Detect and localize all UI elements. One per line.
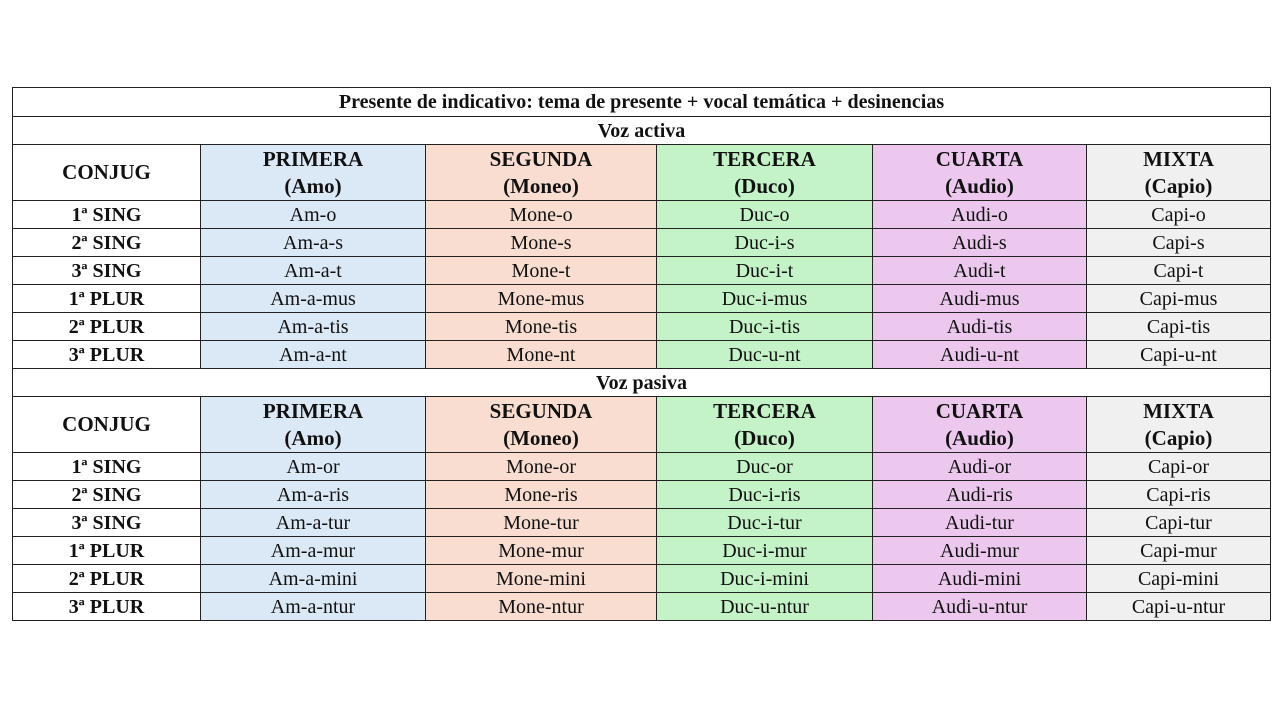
header-row-activa: [13, 145, 1271, 201]
header-primera: [201, 145, 426, 201]
row-label: 1ª SING: [13, 453, 201, 481]
row-label: 2ª SING: [13, 229, 201, 257]
header-name: CUARTA: [935, 146, 1024, 171]
table-row: [13, 537, 1271, 565]
table-row: [13, 257, 1271, 285]
cell-segunda: Mone-ntur: [426, 593, 657, 621]
row-label: 2ª PLUR: [13, 565, 201, 593]
cell-mixta: Capi-tur: [1087, 509, 1271, 537]
title-row: [13, 88, 1271, 117]
table-row: [13, 201, 1271, 229]
table-row: [13, 341, 1271, 369]
header-verb: (Duco): [734, 173, 795, 198]
header-name: MIXTA: [1143, 398, 1214, 423]
cell-primera: Am-a-nt: [201, 341, 426, 369]
cell-cuarta: Audi-t: [873, 257, 1087, 285]
conjugation-table: [12, 87, 1271, 621]
cell-tercera: Duc-i-tis: [657, 313, 873, 341]
cell-tercera: Duc-i-mini: [657, 565, 873, 593]
cell-mixta: Capi-mur: [1087, 537, 1271, 565]
cell-tercera: Duc-o: [657, 201, 873, 229]
cell-cuarta: Audi-mur: [873, 537, 1087, 565]
header-name: PRIMERA: [262, 398, 364, 423]
cell-cuarta: Audi-tur: [873, 509, 1087, 537]
cell-tercera: Duc-i-mur: [657, 537, 873, 565]
cell-tercera: Duc-i-t: [657, 257, 873, 285]
cell-segunda: Mone-s: [426, 229, 657, 257]
cell-primera: Am-a-mus: [201, 285, 426, 313]
cell-segunda: Mone-mini: [426, 565, 657, 593]
cell-cuarta: Audi-ris: [873, 481, 1087, 509]
table-title: Presente de indicativo: tema de presente + vocal temática + desinencias: [13, 88, 1271, 117]
header-name: SEGUNDA: [489, 146, 593, 171]
header-verb: (Duco): [734, 425, 795, 450]
cell-primera: Am-a-mur: [201, 537, 426, 565]
row-label: 1ª PLUR: [13, 285, 201, 313]
header-name: CUARTA: [935, 398, 1024, 423]
cell-segunda: Mone-ris: [426, 481, 657, 509]
table-row: [13, 565, 1271, 593]
cell-segunda: Mone-tis: [426, 313, 657, 341]
table-row: [13, 313, 1271, 341]
cell-primera: Am-a-tur: [201, 509, 426, 537]
header-verb: (Audio): [945, 425, 1014, 450]
header-tercera: [657, 397, 873, 453]
cell-segunda: Mone-o: [426, 201, 657, 229]
cell-segunda: Mone-mur: [426, 537, 657, 565]
cell-cuarta: Audi-or: [873, 453, 1087, 481]
row-label: 2ª SING: [13, 481, 201, 509]
cell-primera: Am-a-ris: [201, 481, 426, 509]
conjug-header: CONJUG: [13, 145, 201, 201]
row-label: 3ª PLUR: [13, 593, 201, 621]
cell-cuarta: Audi-o: [873, 201, 1087, 229]
cell-mixta: Capi-mini: [1087, 565, 1271, 593]
cell-primera: Am-a-ntur: [201, 593, 426, 621]
header-primera: [201, 397, 426, 453]
cell-cuarta: Audi-s: [873, 229, 1087, 257]
voice-row-activa: [13, 117, 1271, 145]
cell-cuarta: Audi-mus: [873, 285, 1087, 313]
cell-primera: Am-a-t: [201, 257, 426, 285]
cell-mixta: Capi-mus: [1087, 285, 1271, 313]
cell-cuarta: Audi-u-ntur: [873, 593, 1087, 621]
table-row: [13, 509, 1271, 537]
cell-cuarta: Audi-u-nt: [873, 341, 1087, 369]
cell-tercera: Duc-or: [657, 453, 873, 481]
header-verb: (Amo): [284, 425, 342, 450]
cell-tercera: Duc-u-ntur: [657, 593, 873, 621]
voice-label-activa: Voz activa: [13, 117, 1271, 145]
cell-tercera: Duc-i-ris: [657, 481, 873, 509]
cell-primera: Am-o: [201, 201, 426, 229]
voice-row-pasiva: [13, 369, 1271, 397]
cell-segunda: Mone-mus: [426, 285, 657, 313]
row-label: 3ª SING: [13, 257, 201, 285]
cell-primera: Am-or: [201, 453, 426, 481]
cell-mixta: Capi-t: [1087, 257, 1271, 285]
cell-mixta: Capi-ris: [1087, 481, 1271, 509]
cell-tercera: Duc-i-s: [657, 229, 873, 257]
cell-primera: Am-a-s: [201, 229, 426, 257]
voice-label-pasiva: Voz pasiva: [13, 369, 1271, 397]
table-row: [13, 285, 1271, 313]
row-label: 3ª PLUR: [13, 341, 201, 369]
cell-tercera: Duc-u-nt: [657, 341, 873, 369]
cell-segunda: Mone-t: [426, 257, 657, 285]
cell-segunda: Mone-or: [426, 453, 657, 481]
table-row: [13, 481, 1271, 509]
header-verb: (Moneo): [503, 425, 579, 450]
cell-mixta: Capi-u-nt: [1087, 341, 1271, 369]
header-cuarta: [873, 145, 1087, 201]
header-cuarta: [873, 397, 1087, 453]
cell-mixta: Capi-u-ntur: [1087, 593, 1271, 621]
cell-mixta: Capi-o: [1087, 201, 1271, 229]
header-mixta: [1087, 145, 1271, 201]
table-row: [13, 453, 1271, 481]
header-segunda: [426, 397, 657, 453]
cell-tercera: Duc-i-mus: [657, 285, 873, 313]
header-segunda: [426, 145, 657, 201]
cell-primera: Am-a-mini: [201, 565, 426, 593]
header-tercera: [657, 145, 873, 201]
row-label: 2ª PLUR: [13, 313, 201, 341]
cell-segunda: Mone-nt: [426, 341, 657, 369]
row-label: 3ª SING: [13, 509, 201, 537]
row-label: 1ª SING: [13, 201, 201, 229]
row-label: 1ª PLUR: [13, 537, 201, 565]
header-name: TERCERA: [713, 398, 816, 423]
header-name: MIXTA: [1143, 146, 1214, 171]
cell-primera: Am-a-tis: [201, 313, 426, 341]
header-verb: (Audio): [945, 173, 1014, 198]
table-row: [13, 593, 1271, 621]
header-name: SEGUNDA: [489, 398, 593, 423]
header-name: PRIMERA: [262, 146, 364, 171]
cell-cuarta: Audi-tis: [873, 313, 1087, 341]
cell-tercera: Duc-i-tur: [657, 509, 873, 537]
cell-segunda: Mone-tur: [426, 509, 657, 537]
header-verb: (Capio): [1144, 425, 1213, 450]
header-mixta: [1087, 397, 1271, 453]
header-row-pasiva: [13, 397, 1271, 453]
cell-mixta: Capi-or: [1087, 453, 1271, 481]
header-verb: (Amo): [284, 173, 342, 198]
header-name: TERCERA: [713, 146, 816, 171]
header-verb: (Capio): [1144, 173, 1213, 198]
table-row: [13, 229, 1271, 257]
cell-mixta: Capi-s: [1087, 229, 1271, 257]
header-verb: (Moneo): [503, 173, 579, 198]
cell-mixta: Capi-tis: [1087, 313, 1271, 341]
conjug-header: CONJUG: [13, 397, 201, 453]
cell-cuarta: Audi-mini: [873, 565, 1087, 593]
